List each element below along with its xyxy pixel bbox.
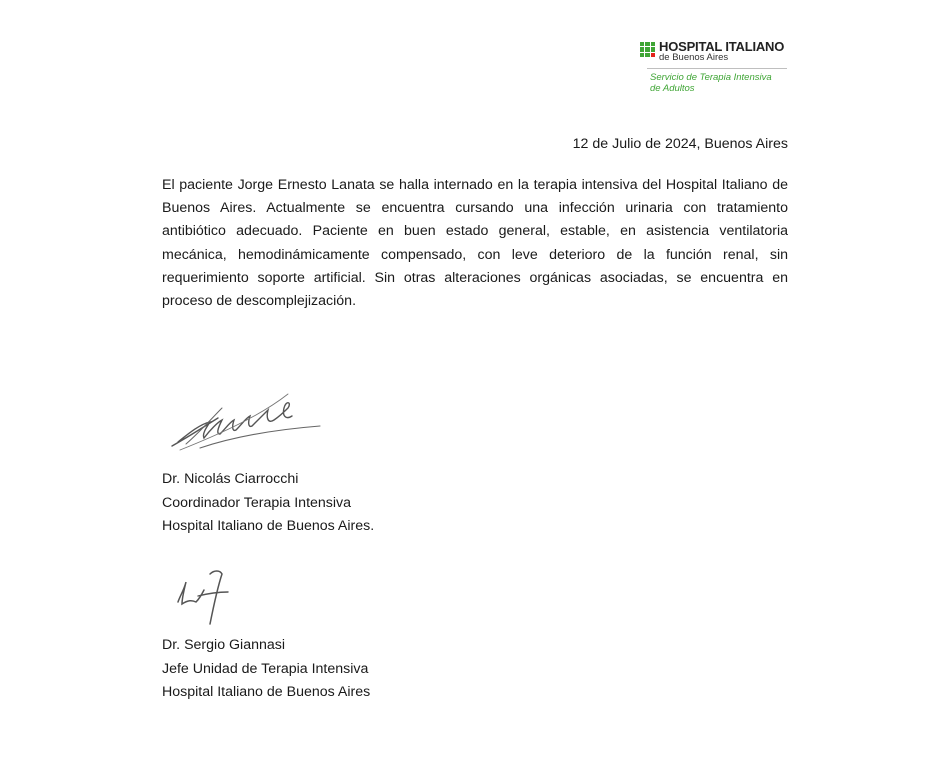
signatory-2: [162, 634, 370, 705]
hospital-location: de Buenos Aires: [659, 52, 729, 63]
hospital-name-block: [659, 40, 784, 63]
signature-1-image: [160, 388, 330, 458]
signatory-2-role: Jefe Unidad de Terapia Intensiva: [162, 660, 369, 677]
letter-body: El paciente Jorge Ernesto Lanata se halla internado en la terapia intensiva del Hospital Italiano de Buenos Aires. Actualmente se encuentra cursando una infección urinaria con tratamiento antibiótico adecuado. Paciente en buen estado general, estable, en asistencia ventilatoria mecánica, hemodinámicamente compensado, con leve deterioro de la función renal, sin requerimiento soporte artificial. Sin otras alteraciones orgánicas asociadas, se encuentra en proceso de descomplejización.: [162, 177, 788, 310]
letter-date: 12 de Julio de 2024, Buenos Aires: [572, 136, 788, 152]
signatory-2-institution: Hospital Italiano de Buenos Aires: [162, 684, 371, 700]
service-line-2: de Adultos: [650, 83, 695, 94]
signatory-2-name: Dr. Sergio Giannasi: [162, 637, 286, 653]
signatory-1: [162, 468, 374, 539]
signature-2-image: [170, 566, 250, 628]
hospital-cross-icon: [640, 42, 655, 57]
signatory-1-role: Coordinador Terapia Intensiva: [162, 494, 352, 511]
service-name: [650, 72, 790, 94]
signatory-1-institution: Hospital Italiano de Buenos Aires.: [162, 518, 375, 534]
letterhead-divider: [647, 68, 787, 69]
hospital-name: HOSPITAL ITALIANO: [659, 39, 785, 54]
hospital-logo: [640, 40, 790, 63]
service-line-1: Servicio de Terapia Intensiva: [650, 72, 772, 83]
signatory-1-name: Dr. Nicolás Ciarrocchi: [162, 471, 299, 487]
letterhead: [640, 40, 790, 94]
